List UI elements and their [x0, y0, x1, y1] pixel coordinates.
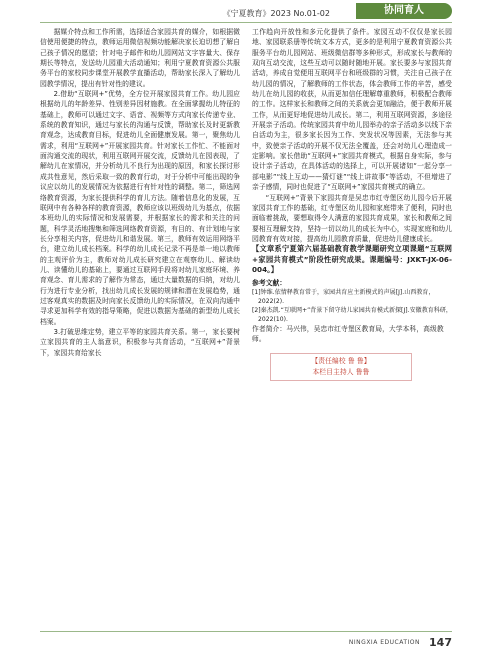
references-title: 参考文献：: [252, 278, 287, 287]
page-header: [0, 0, 480, 22]
editor-line: 【责任编校 鲁 鲁】: [311, 356, 371, 365]
left-column: [40, 27, 240, 625]
footer-rule: [40, 631, 452, 632]
article-body: [40, 27, 452, 625]
paragraph: “互联网+”背景下家园共育是吴忠市红寺堡区幼儿园今后开展家园共育工作的基础，红寺堡区幼儿园和家庭带来了便利，同时也面临着挑战，要想取得令人满意的家园共育成果，家长和教师之间要相互理解支持，坚持一切以幼儿的成长为中心，实现家庭和幼儿园教育有效对接，提高幼儿园教育质量，促进幼儿健康成长。: [252, 193, 452, 243]
footer-journal-name: NINGXIA EDUCATION: [348, 639, 420, 646]
paragraph: 工作趋向开放性和多元化提供了条件。家园互动不仅仅是家长园地、家园联系册等传统文本方式，更多的是利用宁夏教育资源公共服务平台幼儿园网站、班级微信群等多种形式，形成家长与教师的双向互动交流，这些互动可以随时随地开展。家长要多与家园共育活动，养成自觉便用互联网平台和班级群的习惯，关注自己孩子在幼儿园的情况，了解教师的工作状态，体会教师工作的辛苦，感受幼儿在幼儿园的收获，从而更加信任理解尊重教师，积极配合教师的工作。这样家长和教师之间的关系就会更加融洽，便于教师开展工作，从而更好地促进幼儿成长。第二，利用互联网资源，多途径开展亲子活动。传统家园共育中幼儿园举办的亲子活动多以线下亲自活动为主，很多家长因为工作、突发状况等因素，无法参与其中，致使亲子活动的开展不仅无法全覆盖，还会对幼儿心理造成一定影响。家长借助“互联网+”家园共育模式，根据自身实际，参与设计亲子活动，在具体活动的选择上，可以开展诸如“一起分享一部电影”“线上互动——猜灯谜”“线上讲故事”等活动，不但增进了亲子感情，同时也促进了“互联网+”家园共育模式的确立。: [252, 28, 452, 192]
paragraph: 据媒介特点和工作所需，选择适合家园共育的媒介，如根据微信使用便捷的特点，教师运用微信视频功能解决家长迫切想了解自己孩子情况的愿望；针对电子邮件和幼儿园网站文字容量大、保存期长等特点，发送幼儿园重大活动通知；利用宁夏教育资源公共服务平台的家校同步课堂开展教学直播活动，帮助家长深入了解幼儿园教学情况，提出有针对性的建议。: [40, 28, 240, 88]
page-number: 147: [429, 636, 452, 649]
right-column: [252, 27, 452, 625]
section-tag: 协同育人: [356, 3, 452, 19]
project-note: 【文章系宁夏第六届基础教育教学课题研究立项课题“互联网+家园共育模式”阶段性研究成果。课题编号：JXKT-JX-06-004。】: [252, 244, 452, 275]
header-rule: [40, 22, 452, 23]
editor-line: 本栏目主持人 鲁鲁: [312, 367, 370, 376]
reference-item: [2]秦杰凯.“互联网+”背景下留守幼儿家园共育模式新探[J].安徽教育科研，2022(10).: [252, 307, 452, 324]
editor-box: [270, 353, 412, 381]
paragraph: 2.借助“互联网+”优势，全方位开展家园共育工作。幼儿园应根据幼儿的年龄差异、性别差异因材施教。在全面掌握幼儿特征的基础上，教师可以通过文字、语音、视频等方式向家长传递专业、系统的教育知识，通过与家长的沟通与反馈，帮助家长及时更新教育观念，达成教育目标，促进幼儿全面健康发展。第一，聚焦幼儿需求，利用“互联网+”开展家园共育。针对家长工作忙、不能面对面沟通交流的现状，利用互联网开展交流，反馈幼儿在园表现，了解幼儿在家情况，并分析幼儿不良行为出现的原因，和家长探讨形成共性意见，然后采取一致的教育行动，对于分析中可能出现的争议应以幼儿的发展情况为依据进行有针对性的调整。第二，筛选网络教育资源，为家长提供科学的育儿方法。随着信息化的发展，互联网中有各种各样的教育资源，教师应该以班级幼儿为基点，依据本班幼儿的实际情况和发展需要，并根据家长的需求和关注的问题，科学灵活地搜集和筛选网络教育资源，有目的、有计划地与家长分享相关内容，促进幼儿和谐发展。第三，教师有效运用网络平台，建立幼儿成长档案。科学的幼儿成长记录不再是单一地以教师的主观评价为主，教师对幼儿成长研究建立在观察幼儿、解读幼儿、读懂幼儿的基础上，要通过互联网手段将对幼儿家庭环境、养育观念、育儿需求的了解作为常态，通过大量数据的归纳，对幼儿行为进行专业分析，找出幼儿成长发展的规律和潜在发展趋势，通过客观真实的数据及时向家长反馈幼儿的实际情况，在双向沟通中寻求更加科学有效的指导策略，促进以数据为基础的新型幼儿成长档案。: [40, 90, 240, 326]
paragraph: 3.打破思维定势，建立平等的家园共育关系。第一，家长要树立家园共育的主人翁意识，积极参与共育活动，“互联网+”背景下，家园共育给家长: [40, 327, 240, 357]
author-bio: 作者简介：马兴伟，吴忠市红寺堡区教育局，大学本科，高级教师。: [252, 325, 444, 344]
journal-issue: 《宁夏教育》2023 No.01-02: [222, 9, 330, 18]
reference-item: [1]钟维.依情释教育常于，家园共育应主新模式的声展[J].山西教育，2022(2).: [252, 289, 435, 306]
